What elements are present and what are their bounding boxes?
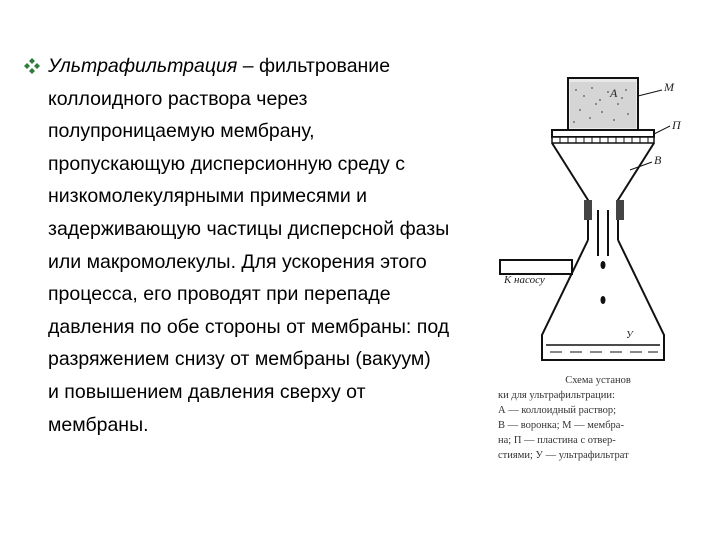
text-line: низкомолекулярными примесями и — [48, 185, 368, 208]
colloid-solution — [570, 82, 636, 128]
text-line: задерживающую частицы дисперсной фазы — [48, 217, 450, 240]
leader-m — [638, 90, 662, 96]
caption-line: стиями; У — ультрафильтрат — [498, 450, 629, 461]
caption-line: на; П — пластина с отвер- — [498, 435, 616, 446]
text-line: разряжением снизу от мембраны (вакуум) — [48, 348, 431, 371]
membrane — [552, 130, 654, 137]
label-pump: К насосу — [504, 274, 545, 286]
leader-p — [654, 126, 670, 134]
definition-first-line: фильтрование — [258, 55, 391, 77]
stopper-right — [616, 200, 624, 220]
text-line: давления по обе стороны от мембраны: под — [48, 315, 450, 338]
diagram-caption — [498, 373, 698, 463]
perforated-plate — [552, 137, 654, 143]
label-u: У — [626, 330, 633, 341]
text-line: мембраны. — [48, 413, 149, 436]
caption-line: А — коллоидный раствор; — [498, 405, 617, 416]
stopper-left — [584, 200, 592, 220]
funnel-left-wall — [552, 143, 588, 240]
label-p: П — [672, 118, 681, 132]
definition-text — [22, 50, 527, 441]
text-line: процесса, его проводят при перепаде — [48, 283, 391, 306]
label-a: А — [610, 86, 618, 100]
label-m: М — [664, 80, 674, 94]
text-line: полупроницаемую мембрану, — [48, 120, 315, 143]
caption-title: Схема установ — [565, 375, 631, 386]
text-line: или макромолекулы. Для ускорения этого — [48, 250, 427, 273]
caption-line: В — воронка; М — мембра- — [498, 420, 624, 431]
funnel-right-wall — [618, 143, 654, 240]
term-dash: – — [242, 55, 254, 77]
label-v: В — [654, 153, 662, 167]
drop-1 — [601, 261, 606, 269]
text-line: пропускающую дисперсионную среду с — [48, 152, 405, 175]
drop-2 — [601, 296, 606, 304]
text-line: и повышением давления сверху от — [48, 380, 366, 403]
definition-paragraph — [22, 50, 527, 441]
term-ultrafiltration: Ультрафильтрация — [48, 55, 238, 77]
text-line: коллоидного раствора через — [48, 87, 308, 110]
diamond-bullet-icon — [22, 50, 42, 82]
caption-line: ки для ультрафильтрации: — [498, 390, 615, 401]
